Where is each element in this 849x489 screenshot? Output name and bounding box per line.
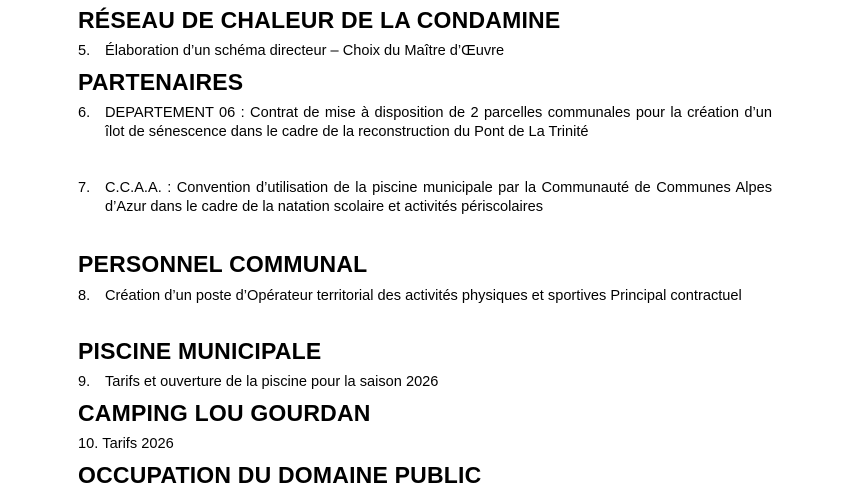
agenda-item-7 (78, 179, 772, 217)
item-text: Création d’un poste d’Opérateur territorial des activités physiques et sportives Principal contractuel (105, 288, 742, 304)
agenda-item-8 (78, 287, 772, 306)
agenda-item-10 (78, 435, 772, 454)
agenda-item-5 (78, 42, 772, 61)
section-heading-occupation-domaine-public: OCCUPATION DU DOMAINE PUBLIC (78, 462, 482, 488)
section-heading-piscine-municipale: PISCINE MUNICIPALE (78, 338, 322, 364)
item-text: Tarifs et ouverture de la piscine pour la saison 2026 (105, 374, 439, 390)
section-heading-camping-lou-gourdan: CAMPING LOU GOURDAN (78, 400, 371, 426)
agenda-item-6 (78, 104, 772, 142)
agenda-item-9 (78, 373, 772, 392)
section-heading-partenaires: PARTENAIRES (78, 69, 244, 95)
item-number: 8. (78, 288, 91, 304)
item-text: Tarifs 2026 (102, 436, 174, 452)
item-text: Élaboration d’un schéma directeur – Choix du Maître d’Œuvre (105, 43, 505, 59)
section-heading-personnel-communal: PERSONNEL COMMUNAL (78, 251, 368, 277)
item-number: 5. (78, 43, 91, 59)
item-text: C.C.A.A. : Convention d’utilisation de la piscine municipale par la Communauté de Communes Alpes d’Azur dans le cadre de la natation scolaire et activités périscolaires (105, 180, 772, 215)
section-heading-reseau-chaleur: RÉSEAU DE CHALEUR DE LA CONDAMINE (78, 7, 561, 33)
item-number: 6. (78, 105, 91, 121)
item-number: 10. (78, 436, 99, 452)
item-number: 7. (78, 180, 91, 196)
item-number: 9. (78, 374, 91, 390)
item-text: DEPARTEMENT 06 : Contrat de mise à disposition de 2 parcelles communales pour la création d’un îlot de sénescence dans le cadre de la reconstruction du Pont de La Trinité (105, 105, 772, 140)
